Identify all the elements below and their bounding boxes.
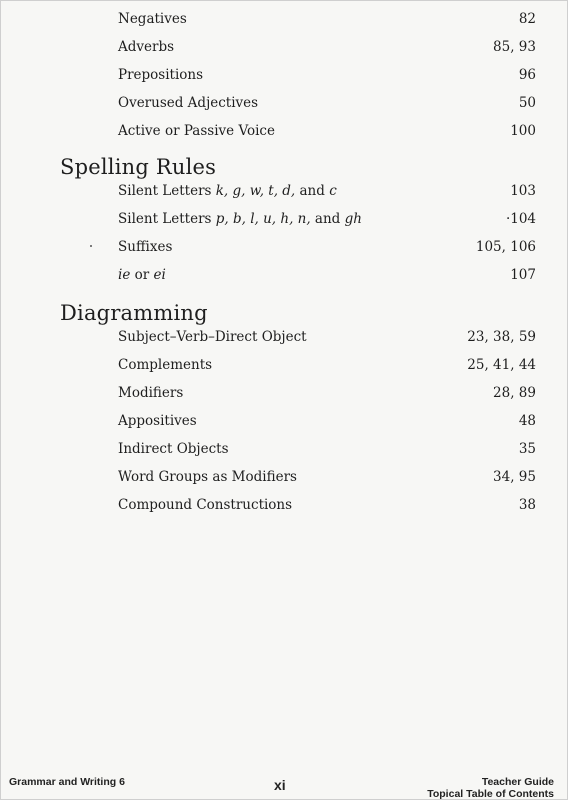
entry-title: Negatives xyxy=(118,11,187,27)
toc-entry xyxy=(118,183,536,203)
entry-title: Silent Letters p, b, l, u, h, n, and gh xyxy=(118,211,362,227)
entry-pages: 107 xyxy=(510,267,536,283)
toc-entry xyxy=(118,39,536,59)
entry-pages: 96 xyxy=(518,67,536,83)
entry-pages: 38 xyxy=(518,497,536,513)
toc-entry xyxy=(118,497,536,517)
section-heading-spelling-rules: Spelling Rules xyxy=(60,155,217,179)
entry-title: Subject–Verb–Direct Object xyxy=(118,329,307,345)
entry-title: Suffixes xyxy=(118,239,173,255)
toc-entry xyxy=(118,441,536,461)
entry-title: Modifiers xyxy=(118,385,184,401)
toc-entry xyxy=(118,469,536,489)
entry-pages: ·104 xyxy=(505,211,536,227)
toc-entry xyxy=(118,95,536,115)
entry-pages: 23, 38, 59 xyxy=(467,329,536,345)
entry-title: Indirect Objects xyxy=(118,441,229,457)
toc-entry xyxy=(118,123,536,143)
toc-entry xyxy=(118,239,536,259)
entry-title: Adverbs xyxy=(118,39,175,55)
entry-pages: 28, 89 xyxy=(493,385,536,401)
footer-page-number: xi xyxy=(274,777,286,793)
entry-pages: 103 xyxy=(510,183,536,199)
entry-title: Appositives xyxy=(118,413,197,429)
entry-pages: 82 xyxy=(518,11,536,27)
entry-pages: 25, 41, 44 xyxy=(467,357,536,373)
toc-entry xyxy=(118,11,536,31)
entry-pages: 105, 106 xyxy=(475,239,536,255)
entry-pages: 100 xyxy=(510,123,536,139)
entry-title: Overused Adjectives xyxy=(118,95,259,111)
toc-entry xyxy=(118,267,536,287)
entry-pages: 50 xyxy=(518,95,536,111)
entry-title: ie or ei xyxy=(118,267,166,283)
toc-entry xyxy=(118,211,536,231)
entry-title: Silent Letters k, g, w, t, d, and c xyxy=(118,183,337,199)
toc-entry xyxy=(118,385,536,405)
entry-pages: 35 xyxy=(518,441,536,457)
entry-title: Word Groups as Modifiers xyxy=(118,469,297,485)
entry-pages: 48 xyxy=(518,413,536,429)
footer-section-label: Topical Table of Contents xyxy=(427,788,554,800)
print-speck xyxy=(90,245,92,247)
entry-title: Active or Passive Voice xyxy=(118,123,275,139)
toc-entry xyxy=(118,329,536,349)
entry-title: Complements xyxy=(118,357,213,373)
entry-pages: 85, 93 xyxy=(493,39,536,55)
toc-entry xyxy=(118,413,536,433)
footer-guide-label: Teacher Guide xyxy=(481,776,554,788)
entry-title: Compound Constructions xyxy=(118,497,293,513)
section-heading-diagramming: Diagramming xyxy=(60,301,208,325)
entry-title: Prepositions xyxy=(118,67,204,83)
toc-entry xyxy=(118,357,536,377)
footer-book-title: Grammar and Writing 6 xyxy=(9,776,125,788)
entry-pages: 34, 95 xyxy=(493,469,536,485)
toc-entry xyxy=(118,67,536,87)
